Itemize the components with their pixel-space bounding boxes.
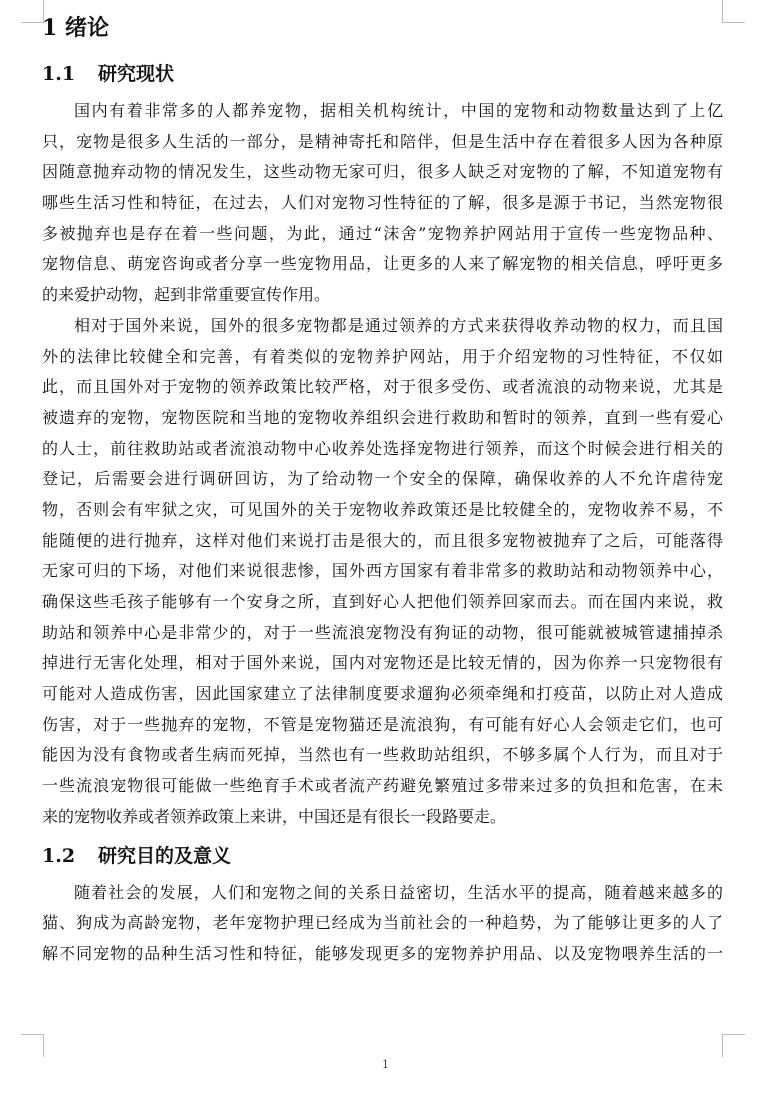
crop-mark-bottom-right xyxy=(722,1034,745,1057)
text-line: 能随便的进行抛弃，这样对他们来说打击是很大的，而且很多宠物被抛弃了之后，可能落得 xyxy=(42,530,723,550)
chapter-heading xyxy=(42,8,723,54)
text-line: 因随意抛弃动物的情况发生，这些动物无家可归，很多人缺乏对宠物的了解，不知道宠物有 xyxy=(42,162,723,182)
text-line: 此，而且国外对于宠物的领养政策比较严格，对于很多受伤、或者流浪的动物来说，尤其是 xyxy=(42,377,723,397)
text-line: 确保这些毛孩子能够有一个安身之所，直到好心人把他们领养回家而去。而在国内来说，救 xyxy=(42,592,723,611)
text-line: 猫、狗成为高龄宠物，老年宠物护理已经成为当前社会的一种趋势，为了能够让更多的人了 xyxy=(42,913,723,933)
section-number: 1.2 xyxy=(42,844,76,867)
text-line: 来的宠物收养或者领养政策上来讲，中国还是有很长一段路要走。 xyxy=(42,806,507,826)
text-line: 的人士，前往救助站或者流浪动物中心收养处选择宠物进行领养，而这个时候会进行相关的 xyxy=(42,438,723,458)
text-line: 被遗弃的宠物，宠物医院和当地的宠物收养组织会进行救助和暂时的领养，直到一些有爱心 xyxy=(42,407,723,427)
text-line: 能因为没有食物或者生病而死掉，当然也有一些救助站组织，不够多属个人行为，而且对于 xyxy=(42,745,723,765)
text-line: 物，否则会有牢狱之灾，可见国外的关于宠物收养政策还是比较健全的，宠物收养不易，不 xyxy=(42,499,723,519)
section-number: 1.1 xyxy=(42,63,76,85)
text-line: 解不同宠物的品种生活习性和特征，能够发现更多的宠物养护用品、以及宠物喂养生活的一 xyxy=(42,943,723,963)
paragraph-2 xyxy=(42,311,723,833)
text-line: 国内有着非常多的人都养宠物，据相关机构统计，中国的宠物和动物数量达到了上亿 xyxy=(74,101,723,120)
page-number: 1 xyxy=(382,1058,389,1071)
text-line: 无家可归的下场，对他们来说很悲惨，国外西方国家有着非常多的救助站和动物领养中心， xyxy=(42,561,723,581)
text-line: 随着社会的发展，人们和宠物之间的关系日益密切，生活水平的提高，随着越来越多的 xyxy=(74,882,723,902)
text-line: 宠物信息、萌宠咨询或者分享一些宠物用品，让更多的人来了解宠物的相关信息，呼吁更多 xyxy=(42,254,723,274)
section-title: 研究目的及意义 xyxy=(98,844,232,867)
text-line: 外的法律比较健全和完善，有着类似的宠物养护网站，用于介绍宠物的习性特征，不仅如 xyxy=(42,346,723,366)
text-line: 多被抛弃也是存在着一些问题，为此，通过“沫舍”宠物养护网站用于宣传一些宠物品种、 xyxy=(42,223,723,243)
text-line: 可能对人造成伤害，因此国家建立了法律制度要求遛狗必须牵绳和打疫苗，以防止对人造成 xyxy=(42,684,723,704)
text-line: 助站和领养中心是非常少的，对于一些流浪宠物没有狗证的动物，很可能就被城管逮捕掉杀 xyxy=(42,622,723,642)
section-heading-1-1 xyxy=(42,54,723,96)
text-line: 哪些生活习性和特征，在过去，人们对宠物习性特征的了解，很多是源于书记，当然宠物很 xyxy=(42,193,723,213)
page-body xyxy=(42,8,723,970)
text-line: 伤害，对于一些抛弃的宠物，不管是宠物猫还是流浪狗，有可能有好心人会领走它们，也可 xyxy=(42,714,723,734)
text-line: 一些流浪宠物很可能做一些绝育手术或者流产药避免繁殖过多带来过多的负担和危害，在未 xyxy=(42,776,723,796)
chapter-title: 绪论 xyxy=(64,15,109,41)
crop-mark-top-right xyxy=(722,0,745,23)
chapter-number: 1 xyxy=(42,15,58,41)
crop-mark-top-left xyxy=(21,0,44,23)
paragraph-3 xyxy=(42,878,723,970)
section-title: 研究现状 xyxy=(98,63,175,85)
text-line: 登记，后需要会进行调研回访，为了给动物一个安全的保障，确保收养的人不允许虐待宠 xyxy=(42,469,723,489)
text-line: 掉进行无害化处理，相对于国外来说，国内对宠物还是比较无情的，因为你养一只宠物很有 xyxy=(42,653,723,673)
paragraph-1 xyxy=(42,96,723,311)
text-line: 相对于国外来说，国外的很多宠物都是通过领养的方式来获得收养动物的权力，而且国 xyxy=(74,315,723,335)
text-line: 只，宠物是很多人生活的一部分，是精神寄托和陪伴，但是生活中存在着很多人因为各种原 xyxy=(42,131,723,151)
text-line: 的来爱护动物，起到非常重要宣传作用。 xyxy=(42,285,331,305)
section-heading-1-2 xyxy=(42,836,723,878)
crop-mark-bottom-left xyxy=(21,1034,44,1057)
